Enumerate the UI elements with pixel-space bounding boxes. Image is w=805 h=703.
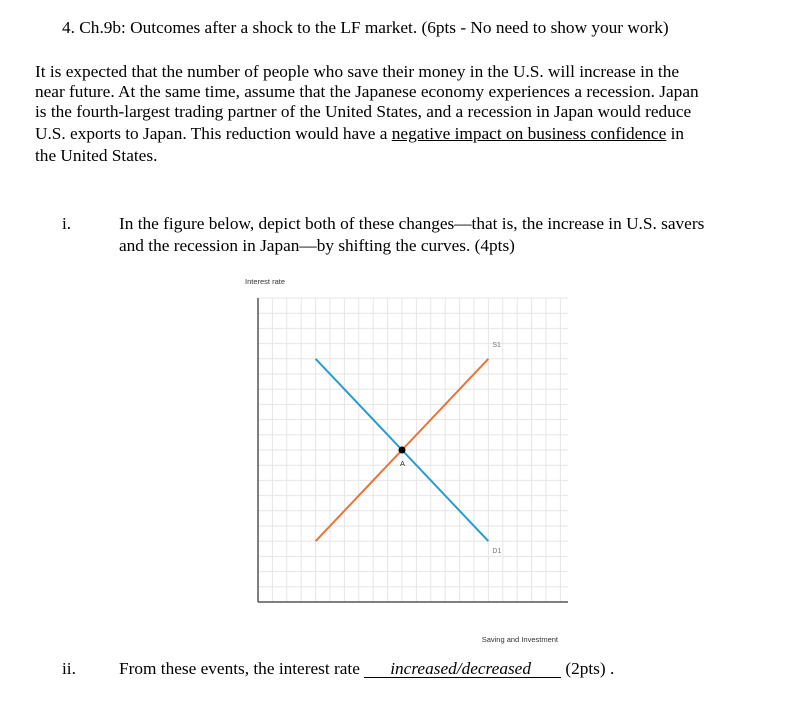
part-ii-sentence	[119, 659, 614, 679]
para-line-5: the United States.	[35, 146, 158, 165]
loanable-funds-chart	[238, 262, 583, 655]
part-i-line-2: and the recession in Japan—by shifting the curves. (4pts)	[119, 236, 515, 255]
curve-label-s1: S1	[492, 341, 501, 349]
equilibrium-point	[399, 447, 406, 454]
part-i-marker: i.	[62, 214, 72, 233]
part-i-line-1: In the figure below, depict both of these changes—that is, the increase in U.S. savers	[119, 214, 705, 233]
equilibrium-label: A	[400, 459, 406, 468]
answer-text: increased/decreased	[390, 659, 531, 678]
part-ii-prefix: From these events, the interest rate	[119, 659, 365, 678]
part-ii-suffix: (2pts) .	[561, 659, 615, 678]
underlined-phrase: negative impact on business confidence	[391, 124, 667, 143]
part-ii	[62, 659, 76, 679]
x-axis-label: Saving and Investment	[481, 635, 558, 644]
part-ii-marker: ii.	[62, 659, 76, 678]
para-line-3: is the fourth-largest trading partner of the United States, and a recession in Japan would reduce	[35, 102, 692, 121]
curve-label-d1: D1	[492, 548, 502, 556]
chart-grid	[258, 298, 568, 602]
question-heading: 4. Ch.9b: Outcomes after a shock to the LF market. (6pts - No need to show your work)	[62, 18, 669, 37]
para-line-4: U.S. exports to Japan. This reduction would have a negative impact on business confidence in	[35, 124, 685, 143]
y-axis-label: Interest rate	[245, 277, 286, 286]
para-line-1: It is expected that the number of people who save their money in the U.S. will increase in the	[35, 62, 680, 81]
answer-blank[interactable]	[364, 659, 561, 678]
para-line-2: near future. At the same time, assume that the Japanese economy experiences a recession. Japan	[35, 82, 699, 101]
